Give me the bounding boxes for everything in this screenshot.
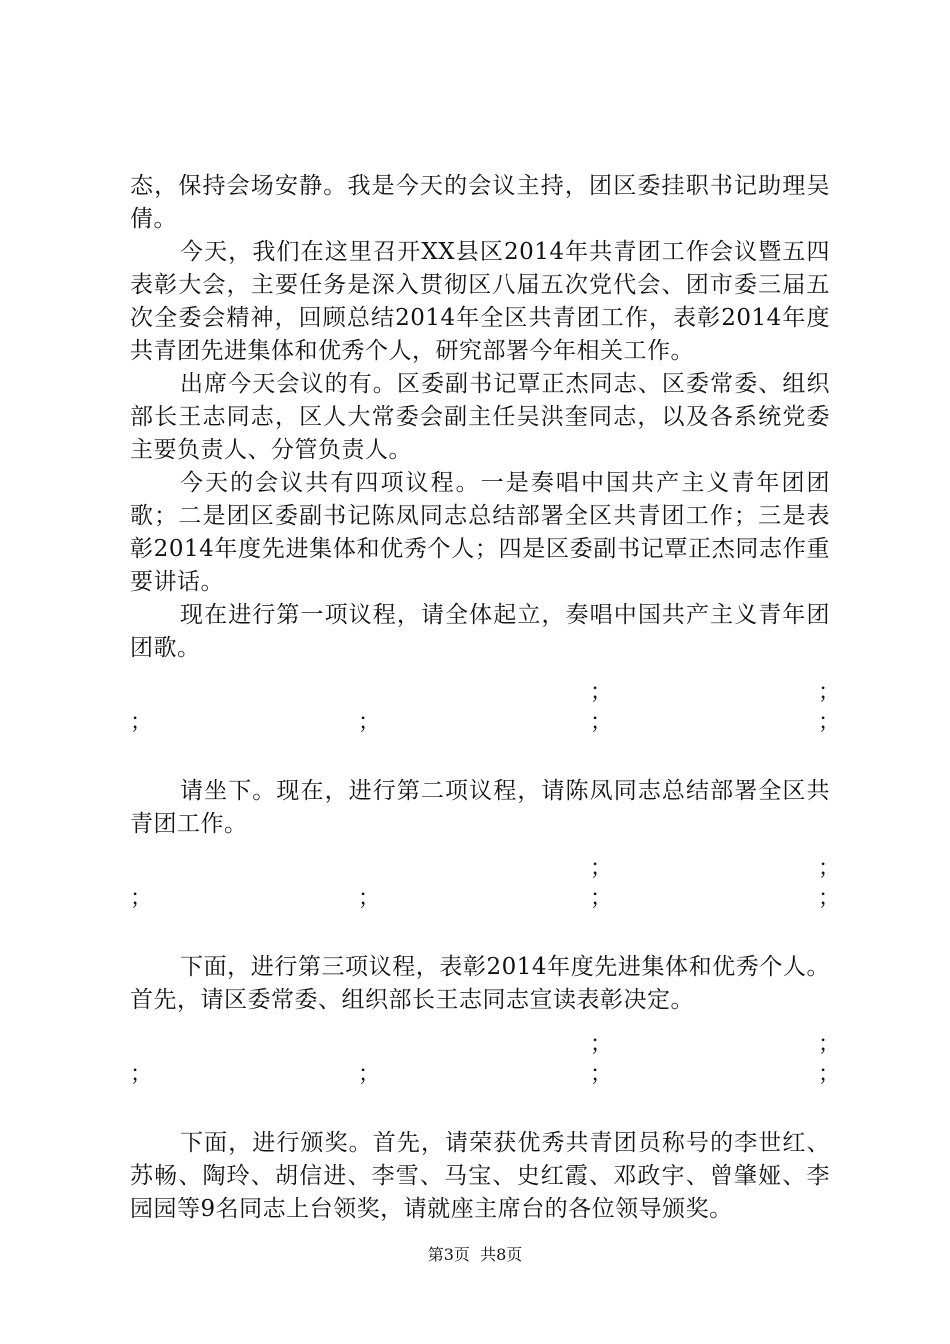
separator-mark: ；: [818, 856, 841, 881]
separator-mark: ；: [130, 710, 153, 735]
separator-mark: ；: [818, 1032, 841, 1057]
separator-mark: ；: [358, 710, 381, 735]
total-pages: 共8页: [480, 1245, 523, 1264]
paragraph-3: 出席今天会议的有。区委副书记覃正杰同志、区委常委、组织部长王志同志，区人大常委会副主任吴洪奎同志，以及各系统党委主要负责人、分管负责人。: [130, 371, 830, 463]
separator-mark: ；: [130, 886, 153, 911]
paragraph-7: 下面，进行第三项议程，表彰2014年度先进集体和优秀个人。首先，请区委常委、组织部长王志同志宣读表彰决定。: [130, 954, 830, 1013]
paragraph-4: 今天的会议共有四项议程。一是奏唱中国共产主义青年团团歌；二是团区委副书记陈凤同志总结部署全区共青团工作；三是表彰2014年度先进集体和优秀个人；四是区委副书记覃正杰同志作重要讲话。: [130, 470, 830, 595]
paragraph-5: 现在进行第一项议程，请全体起立，奏唱中国共产主义青年团团歌。: [130, 602, 830, 661]
separator-mark: ；: [358, 886, 381, 911]
page-number: 第3页: [427, 1245, 470, 1264]
separator-mark: ；: [590, 710, 613, 735]
separator-mark: ；: [590, 1062, 613, 1087]
document-body: [130, 170, 841, 1226]
separator-mark: ；: [818, 886, 841, 911]
separator-mark: ；: [590, 856, 613, 881]
paragraph-1: 态，保持会场安静。我是今天的会议主持，团区委挂职书记助理吴倩。: [130, 173, 830, 232]
separator-mark: ；: [358, 1062, 381, 1087]
separator-mark: ；: [590, 680, 613, 705]
separator-block: [130, 677, 841, 749]
separator-mark: ；: [818, 710, 841, 735]
paragraph-2: 今天，我们在这里召开XX县区2014年共青团工作会议暨五四表彰大会，主要任务是深入贯彻区八届五次党代会、团市委三届五次全委会精神，回顾总结2014年全区共青团工作，表彰2014年度共青团先进集体和优秀个人，研究部署今年相关工作。: [130, 239, 830, 364]
separator-mark: ；: [818, 1062, 841, 1087]
separator-mark: ；: [130, 1062, 153, 1087]
paragraph-6: 请坐下。现在，进行第二项议程，请陈凤同志总结部署全区共青团工作。: [130, 778, 830, 837]
footer-gap: [470, 1245, 480, 1264]
separator-mark: ；: [590, 1032, 613, 1057]
separator-mark: ；: [590, 886, 613, 911]
separator-mark: ；: [818, 680, 841, 705]
separator-block: [130, 853, 841, 925]
separator-block: [130, 1029, 841, 1101]
page-footer: [0, 1245, 950, 1265]
paragraph-8: 下面，进行颁奖。首先，请荣获优秀共青团员称号的李世红、苏畅、陶玲、胡信进、李雪、马宝、史红霞、邓政宇、曾肇娅、李园园等9名同志上台领奖，请就座主席台的各位领导颁奖。: [130, 1130, 830, 1222]
